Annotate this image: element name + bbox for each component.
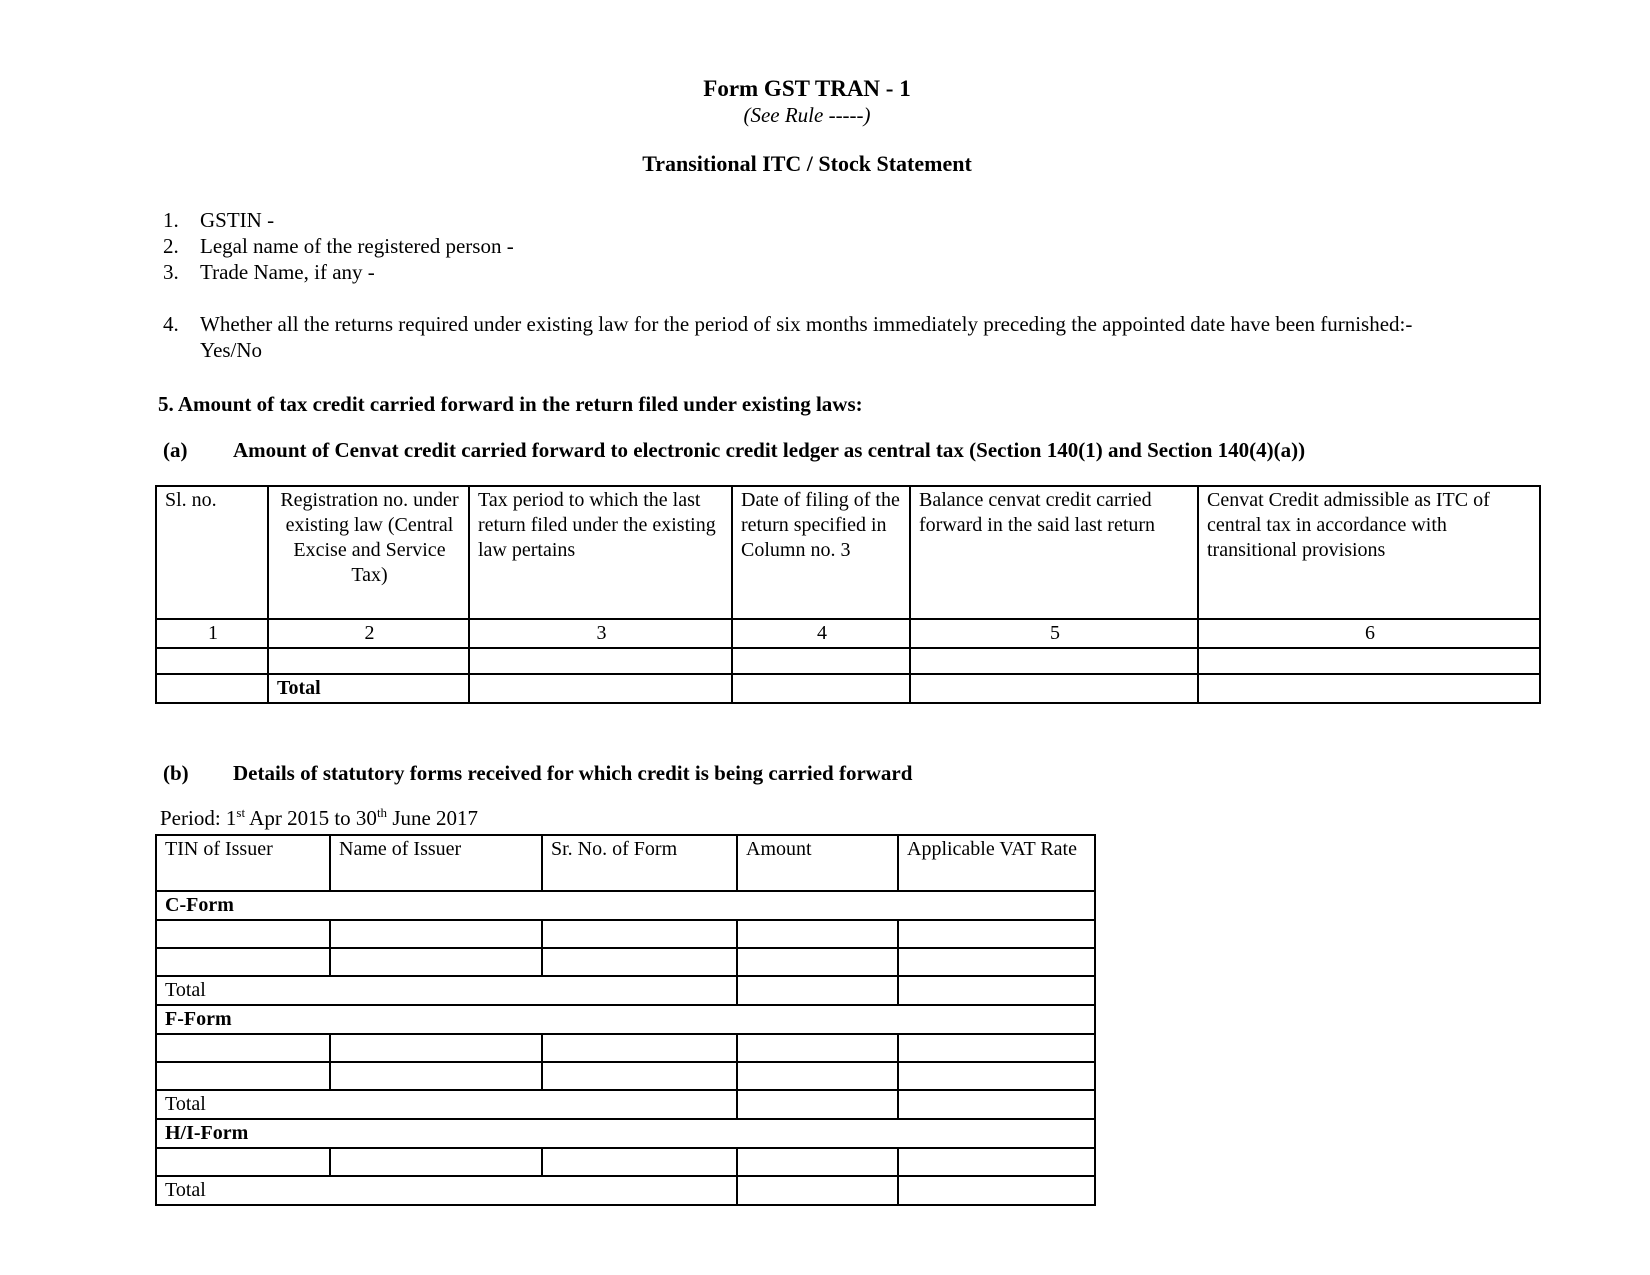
gstin-label: GSTIN - [200,208,275,232]
empty-cell [737,1062,898,1090]
column-number-cell: 5 [910,619,1198,648]
c-form-section-label: C-Form [156,891,1095,920]
hi-form-section-row [156,1119,1095,1148]
returns-furnished-item [152,311,1462,363]
period-prefix: Period: 1 [160,806,237,830]
section-5b-label: (b) [163,761,189,785]
header-date-of-filing: Date of filing of the return specified in Column no. 3 [732,486,910,619]
yes-no-label: Yes/No [200,338,263,362]
total-label-cell: Total [156,1090,737,1119]
empty-cell [898,1090,1095,1119]
empty-cell [737,1148,898,1176]
legal-name-label: Legal name of the registered person - [200,234,514,258]
legal-name-item [152,233,1462,259]
column-number-cell: 6 [1198,619,1540,648]
empty-cell [1198,674,1540,703]
item-number: 2. [163,234,179,258]
empty-cell [330,948,542,976]
empty-cell [898,1148,1095,1176]
section-5a-heading: Amount of Cenvat credit carried forward to electronic credit ledger as central tax (Section 140(1) and Section 140(4)(a)) [233,438,1306,462]
column-number-cell: 1 [156,619,268,648]
empty-cell [469,648,732,674]
f-form-section-label: F-Form [156,1005,1095,1034]
header-sl-no: Sl. no. [156,486,268,619]
empty-cell [156,1062,330,1090]
hi-form-total-row [156,1176,1095,1205]
empty-cell [330,1148,542,1176]
header-tax-period: Tax period to which the last return filed under the existing law pertains [469,486,732,619]
empty-cell [542,1062,737,1090]
empty-cell [330,1062,542,1090]
empty-cell [156,1034,330,1062]
c-form-section-row [156,891,1095,920]
header-registration-no: Registration no. under existing law (Central Excise and Service Tax) [268,486,469,619]
empty-cell [898,1062,1095,1090]
c-form-total-row [156,976,1095,1005]
f-form-empty-row [156,1062,1095,1090]
section-5a-heading-row [152,437,1462,463]
header-applicable-vat-rate: Applicable VAT Rate [898,835,1095,891]
table-b-header-row [156,835,1095,891]
column-number-cell: 2 [268,619,469,648]
table-a-empty-row [156,648,1540,674]
returns-furnished-question: Whether all the returns required under existing law for the period of six months immediately preceding the appointed date have been furnished:- [200,312,1413,336]
empty-cell [156,674,268,703]
total-label-cell: Total [156,976,737,1005]
hi-form-empty-row [156,1148,1095,1176]
header-sr-no-of-form: Sr. No. of Form [542,835,737,891]
statement-title: Transitional ITC / Stock Statement [642,151,972,176]
f-form-empty-row [156,1034,1095,1062]
empty-cell [1198,648,1540,674]
period-line [160,800,1462,831]
empty-cell [898,920,1095,948]
header-tin-of-issuer: TIN of Issuer [156,835,330,891]
column-number-cell: 3 [469,619,732,648]
empty-cell [542,920,737,948]
empty-cell [156,948,330,976]
empty-cell [898,1176,1095,1205]
c-form-empty-row [156,948,1095,976]
empty-cell [156,920,330,948]
empty-cell [542,1148,737,1176]
trade-name-label: Trade Name, if any - [200,260,375,284]
empty-cell [156,1148,330,1176]
empty-cell [469,674,732,703]
empty-cell [737,1090,898,1119]
section-5a-label: (a) [163,438,188,462]
table-a-total-row [156,674,1540,703]
period-middle: Apr 2015 to 30 [245,806,377,830]
header-amount: Amount [737,835,898,891]
item-number: 1. [163,208,179,232]
table-a-header-row [156,486,1540,619]
trade-name-item [152,259,1462,285]
period-suffix: June 2017 [387,806,479,830]
empty-cell [330,920,542,948]
empty-cell [898,1034,1095,1062]
returns-furnished-label [200,311,1462,363]
total-label-cell: Total [268,674,469,703]
empty-cell [732,648,910,674]
empty-cell [268,648,469,674]
section-5-heading: 5. Amount of tax credit carried forward in the return filed under existing laws: [158,392,863,416]
empty-cell [737,948,898,976]
empty-cell [898,948,1095,976]
empty-cell [910,648,1198,674]
column-number-cell: 4 [732,619,910,648]
empty-cell [330,1034,542,1062]
period-superscript-st: st [236,805,246,820]
table-a-column-number-row [156,619,1540,648]
statutory-forms-table [155,834,1096,1206]
item-number: 3. [163,260,179,284]
form-title: Form GST TRAN - 1 [703,76,911,101]
empty-cell [737,1034,898,1062]
empty-cell [737,1176,898,1205]
item-number: 4. [163,312,179,336]
empty-cell [737,920,898,948]
cenvat-credit-table [155,485,1541,704]
empty-cell [542,1034,737,1062]
f-form-section-row [156,1005,1095,1034]
hi-form-section-label: H/I-Form [156,1119,1095,1148]
header-name-of-issuer: Name of Issuer [330,835,542,891]
section-5b-heading-row [152,760,1462,786]
empty-cell [737,976,898,1005]
header-balance-cenvat: Balance cenvat credit carried forward in the said last return [910,486,1198,619]
empty-cell [898,976,1095,1005]
empty-cell [542,948,737,976]
empty-cell [156,648,268,674]
section-5b-heading: Details of statutory forms received for which credit is being carried forward [233,761,913,785]
total-label-cell: Total [156,1176,737,1205]
header-fields-list [152,207,1462,363]
empty-cell [732,674,910,703]
see-rule-subtitle: (See Rule -----) [743,103,871,127]
header-cenvat-admissible: Cenvat Credit admissible as ITC of central tax in accordance with transitional provisions [1198,486,1540,619]
gstin-item [152,207,1462,233]
f-form-total-row [156,1090,1095,1119]
period-superscript-th: th [376,805,388,820]
empty-cell [910,674,1198,703]
c-form-empty-row [156,920,1095,948]
